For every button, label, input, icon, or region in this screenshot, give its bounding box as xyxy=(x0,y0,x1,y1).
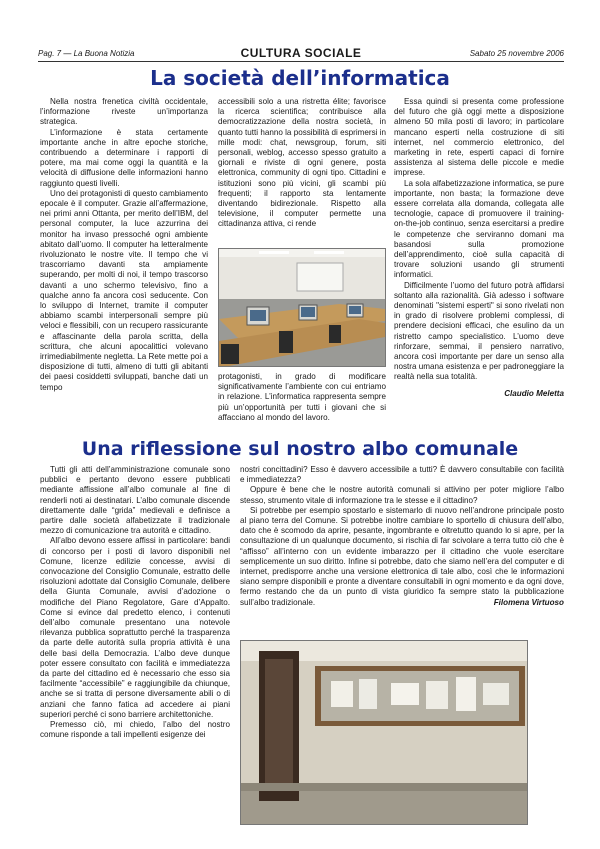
article2-column-1 xyxy=(40,465,230,740)
paragraph: L’informazione è stata certamente importante anche in altre epoche storiche, contribuendo a determinare i rapporti di potere, ma mai come oggi la quantità e la velocità di diffusione delle informazioni hanno raggiunto questi livelli. xyxy=(40,127,208,188)
paragraph: Difficilmente l’uomo del futuro potrà affidarsi soltanto alla razionalità. Già adesso i software denominati "sistemi esperti" si sono rivelati non in grado di risolvere problemi complessi, di prendere decisioni efficaci, che esulino da un ristretto campo specialistico. L’uomo deve rinforzare, semmai, il pensiero narrativo, ancora così importante per dare un senso alla nostra umana esistenza e per padroneggiare la realtà nella sua totalità. xyxy=(394,280,564,382)
article2-column-2 xyxy=(240,465,564,608)
paragraph: Uno dei protagonisti di questo cambiamento epocale è il computer. Grazie all’affermazione, nei primi anni Ottanta, per merito dell’IBM, del personal computer, la luce azzurrina dei monitor ha invaso pressoché ogni ambiente abitato dall’uomo. Il computer ha letteralmente rivoluzionato le nostre vite. Il tempo che vi trascorriamo davanti sta ampiamente superando, per molti di noi, il tempo trascorso davanti a uno schermo televisivo, fino a qualche anno fa ancora così seducente. Con lo sviluppo di Internet, tramite il computer abbiamo scambi interpersonali sempre più veloci e flessibili, con un recupero rassicurante e affascinante della parola scritta, della scrittura, che alcuni apocalittici volevano irrimediabilmente negletta. La Rete mette poi a disposizione di tutti, almeno di tutti gli abitanti dei paesi cosiddetti sviluppati, banche dati un tempo xyxy=(40,188,208,392)
article1-column-2-top xyxy=(218,97,386,230)
paragraph: Oppure è bene che le nostre autorità comunali si attivino per poter migliore l’albo stesso, strumento vitale di informazione tra le stesse e il cittadino? xyxy=(240,485,564,505)
page-number: Pag. 7 — La Buona Notizia xyxy=(38,49,135,58)
article2-author: Filomena Virtuoso xyxy=(493,597,564,607)
paragraph: Essa quindi si presenta come professione del futuro che già oggi mette a disposizione almeno 50 mila posti di lavoro; in particolare mancano esperti nella costruzione di siti internet, nel commercio elettronico, del marketing in rete, esperti capaci di fornire assistenza al sistema delle piccole e medie imprese. xyxy=(394,97,564,178)
paragraph: nostri concittadini? Esso è davvero accessibile a tutti? È davvero consultabile con facilità e immediatezza? xyxy=(240,465,564,485)
paragraph: Tutti gli atti dell’amministrazione comunale sono pubblici e pertanto devono essere pubblicati mediante affissione all’albo comunale al fine di renderli noti ai destinatari. L’albo comunale discende direttamente dalle “grida” medievali e definisce a partire dalle società alfabetizzate il tradizionale mezzo di comunicazione tra autorità e cittadino. xyxy=(40,465,230,536)
paragraph: accessibili solo a una ristretta élite; favorisce la ricerca scientifica; contribuisce alla democratizzazione della nostra società, in quanto tutti hanno la possibilità di esprimersi in mille modi: chat, newsgroup, forum, siti personali, weblog, accesso spesso gratuito a giornali e riviste di ogni genere, posta elettronica, community di ogni tipo. Cittadini e istituzioni sono più vicini, gli scambi più frequenti; il rapporto sta lentamente diventando bidirezionale. Rispetto alla televisione, il computer permette una cittadinanza attiva, ci rende xyxy=(218,97,386,229)
section-title: CULTURA SOCIALE xyxy=(240,46,362,60)
computer-lab-photo xyxy=(218,248,386,367)
article1-title: La società dell’informatica xyxy=(150,66,450,90)
notice-board-photo xyxy=(240,640,528,825)
page-header xyxy=(38,47,564,62)
computer-lab-illustration xyxy=(219,249,385,366)
article1-column-2-bottom xyxy=(218,372,386,423)
notice-board-illustration xyxy=(241,641,527,824)
article1-column-3 xyxy=(394,97,564,399)
paragraph: Si potrebbe per esempio spostarlo e sistemarlo di nuovo nell’androne principale posto al piano terra del Comune. Si potrebbe inoltre cambiare lo sportello di chiusura dell’albo, dato che è scomodo da aprire, pesante, ingombrante e oltretutto quando lo si apre, per la consultazione di un qualunque documento, si rischia di far scivolare a terra tutto ciò che è “affisso” all’interno con un evidente imbarazzo per il cittadino che vuole esercitare semplicemente un suo diritto. Infine si potrebbe, dato che siamo nell’era del computer e di internet, predisporre anche una versione elettronica di tale albo, così che le informazioni siano sempre disponibili e pronte a diventare consultabili in ogni momento e da ogni dove, fermo restando che da un punto di vista giuridico fa sempre stato la pubblicazione sull’albo tradizionale. xyxy=(240,505,564,607)
paragraph: protagonisti, in grado di modificare significativamente l’ambiente con cui entriamo in relazione. L’informatica rappresenta sempre più un’opportunità per tutti i giovani che si affacciano al mondo del lavoro. xyxy=(218,372,386,422)
paragraph: La sola alfabetizzazione informatica, se pure importante, non basta; la formazione deve essere correlata alla domanda, collegata alle tecnologie, capace di promuovere il training-on-the-job continuo, senza esercitarsi a predire le competenze che serviranno domani ma basandosi sulla promozione dell’apprendimento, cioè sulla capacità di trovare soluzioni usando gli strumenti informatici. xyxy=(394,178,564,280)
article1-author: Claudio Meletta xyxy=(504,388,564,398)
paragraph: Nella nostra frenetica civiltà occidentale, l’informazione riveste un’importanza strategica. xyxy=(40,97,208,127)
paragraph: All’albo devono essere affissi in particolare: bandi di concorso per i posti di lavoro disponibili nel Comune, licenze edilizie concesse, avvisi di convocazione del Consiglio Comunale, estratto delle risoluzioni adottate dal Consiglio Comunale, delibere della Giunta Comunale, avvisi d’adozione o modifiche del Piano Regolatore, Gare d’Appalto. Come si evince dal predetto elenco, i contenuti dell’albo comunale presentano una notevole rilevanza pubblica soprattutto perché la trasparenza da parte delle autorità sulla propria attività è una delle basi della Democrazia. L’albo deve dunque poter essere consultato con facilità e immediatezza da parte del cittadino ed è necessario che esso sia facilmente “accessibile” e raggiungibile da chiunque, anche se si tratta di persone diversamente abili o di anziani che fanno fatica ad accedere ai piani superiori perché ci sono barriere architettoniche. xyxy=(40,536,230,719)
paragraph: Premesso ciò, mi chiedo, l’albo del nostro comune risponde a tali impellenti esigenze dei xyxy=(40,720,230,740)
article1-column-1 xyxy=(40,97,208,393)
article2-title: Una riflessione sul nostro albo comunale xyxy=(81,438,519,460)
issue-date: Sabato 25 novembre 2006 xyxy=(469,49,564,58)
